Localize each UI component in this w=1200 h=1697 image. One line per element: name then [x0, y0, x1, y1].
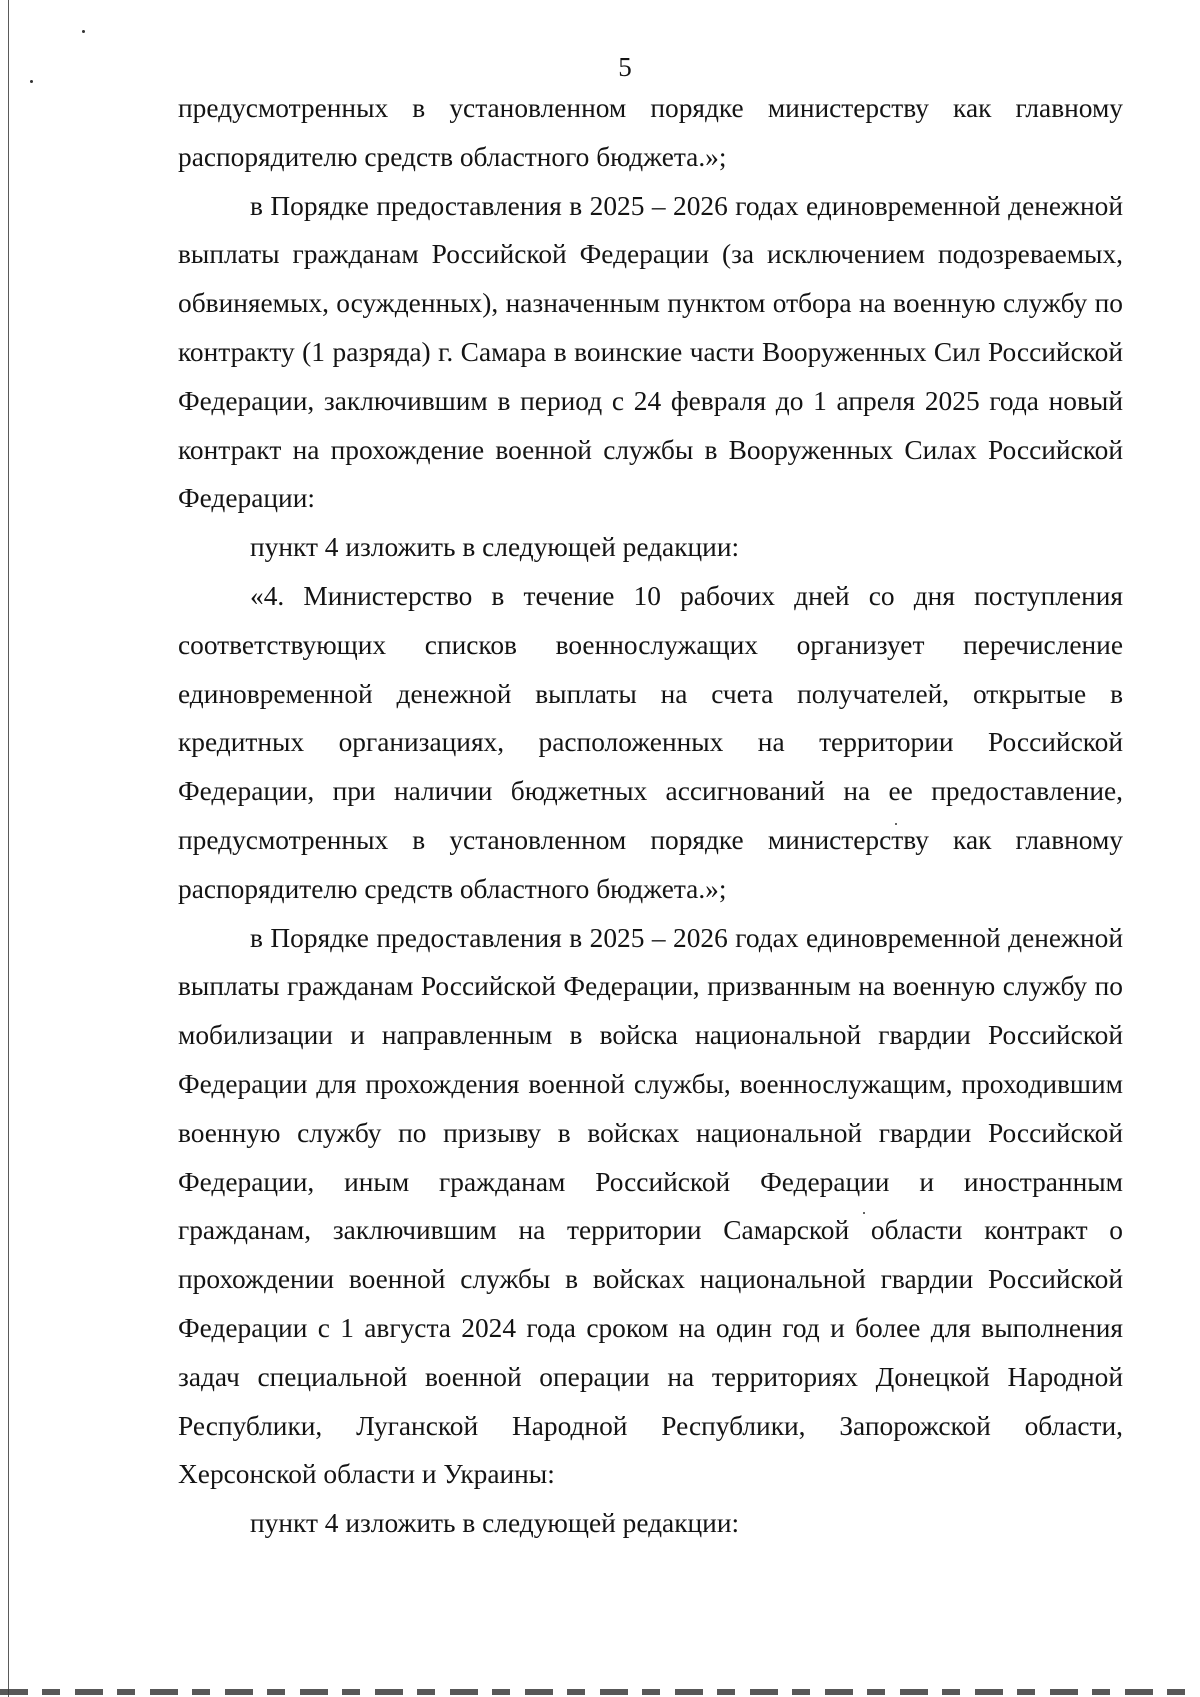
paragraph: «4. Министерство в течение 10 рабочих дней со дня поступления соответствующих списков военнослужащих организует перечисление единовременной денежной выплаты на счета получателей, открытые в кредитных организациях, расположенных на территории Российской Федерации, при наличии бюджетных ассигнований на ее предоставление, предусмотренных в установленном порядке министерству как главному распорядителю средств областного бюджета.»;: [178, 580, 1123, 904]
document-body: [178, 84, 1123, 1548]
paragraph: в Порядке предоставления в 2025 – 2026 годах единовременной денежной выплаты гражданам Российской Федерации (за исключением подозреваемых, обвиняемых, осужденных), назначенным пунктом отбора на военную службу по контракту (1 разряда) г. Самара в воинские части Вооруженных Сил Российской Федерации, заключившим в период с 24 февраля до 1 апреля 2025 года новый контракт на прохождение военной службы в Вооруженных Силах Российской Федерации:: [178, 190, 1123, 514]
paragraph: пункт 4 изложить в следующей редакции:: [250, 532, 740, 563]
page-number: 5: [618, 52, 632, 82]
paragraph: в Порядке предоставления в 2025 – 2026 годах единовременной денежной выплаты гражданам Российской Федерации, призванным на военную службу по мобилизации и направленным в войска национальной гвардии Российской Федерации для прохождения военной службы, военнослужащим, проходившим военную службу по призыву в войсках национальной гвардии Российской Федерации, иным гражданам Российской Федерации и иностранным гражданам, заключившим на территории Самарской области контракт о прохождении военной службы в войсках национальной гвардии Российской Федерации с 1 августа 2024 года сроком на один год и более для выполнения задач специальной военной операции на территориях Донецкой Народной Республики, Луганской Народной Республики, Запорожской области, Херсонской области и Украины:: [178, 922, 1123, 1490]
scan-margin-line: [8, 0, 9, 1697]
scan-bottom-edge: [0, 1689, 1200, 1695]
scan-speck: [82, 30, 85, 33]
paragraph: пункт 4 изложить в следующей редакции:: [250, 1508, 740, 1539]
paragraph: предусмотренных в установленном порядке министерству как главному распорядителю средств областного бюджета.»;: [178, 93, 1123, 172]
